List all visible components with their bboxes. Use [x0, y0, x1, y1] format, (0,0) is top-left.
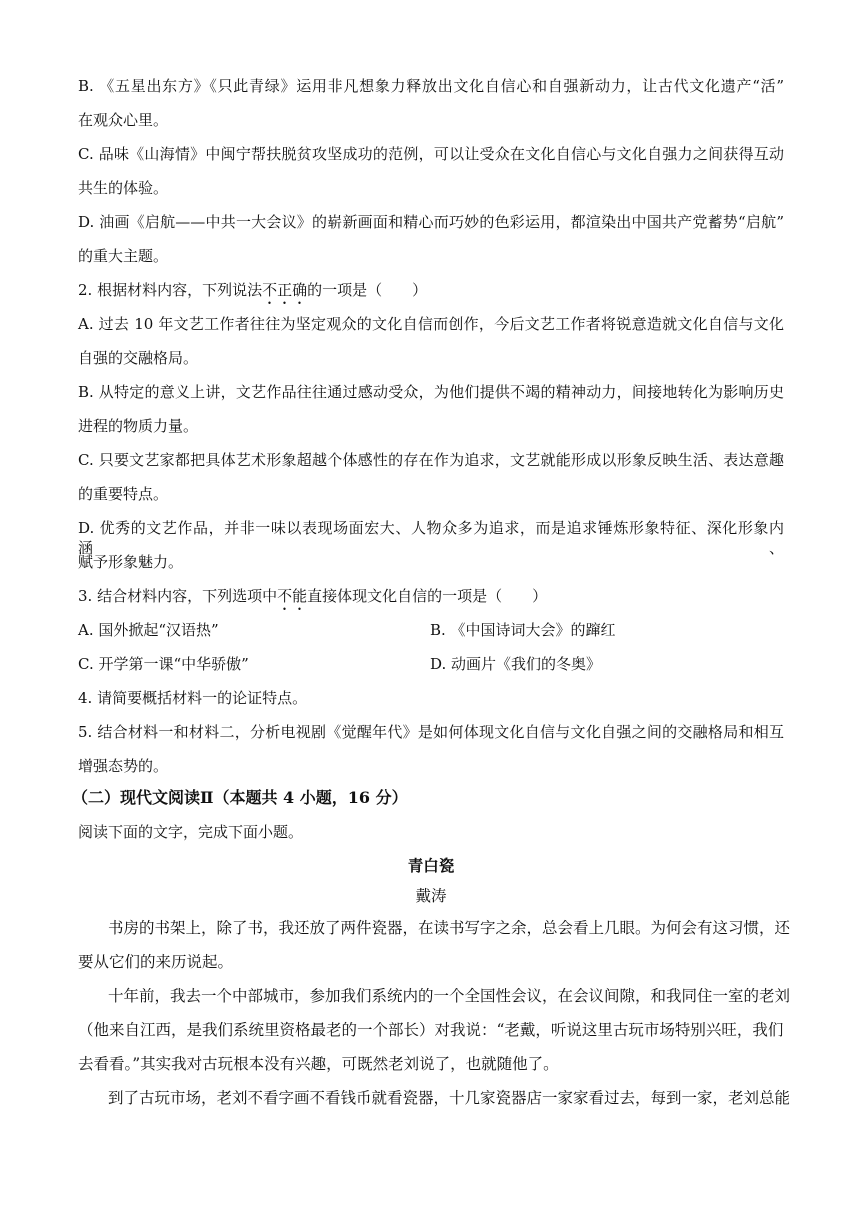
q3-option-c: C. 开学第一课“中华骄傲” — [78, 655, 249, 673]
q2-option-a-line2: 自强的交融格局。 — [78, 349, 199, 367]
q2-option-d-line1: D. 优秀的文艺作品，并非一味以表现场面宏大、人物众多为追求，而是追求锤炼形象特征、深化形象内涵、 — [78, 519, 784, 557]
q2-option-b-line2: 进程的物质力量。 — [78, 417, 199, 435]
q1-option-b-line1: B. 《五星出东方》《只此青绿》运用非凡想象力释放出文化自信心和自强新动力，让古代文化遗产“活” — [78, 77, 784, 95]
q3-option-b: B. 《中国诗词大会》的蹿红 — [430, 621, 616, 639]
q3-stem — [78, 586, 784, 614]
article-p2-line3: 去看看。”其实我对古玩根本没有兴趣，可既然老刘说了，也就随他了。 — [78, 1055, 559, 1073]
article-author: 戴涛 — [415, 887, 447, 905]
q2-option-c-line1: C. 只要文艺家都把具体艺术形象超越个体感性的存在作为追求，文艺就能形成以形象反映生活、表达意趣 — [78, 451, 784, 469]
q3-option-a: A. 国外掀起“汉语热” — [78, 621, 219, 639]
q2-stem — [78, 280, 784, 308]
article-p3-line1: 到了古玩市场，老刘不看字画不看钱币就看瓷器，十几家瓷器店一家家看过去，每到一家，老刘总能 — [108, 1089, 791, 1107]
section-heading: （二）现代文阅读Ⅱ（本题共 4 小题，16 分） — [72, 788, 408, 807]
q2-option-d-line2: 赋予形象魅力。 — [78, 553, 184, 571]
q1-option-c-line2: 共生的体验。 — [78, 179, 169, 197]
article-p1-line1: 书房的书架上，除了书，我还放了两件瓷器，在读书写字之余，总会看上几眼。为何会有这习惯，还 — [108, 919, 791, 937]
q5-stem-line2: 增强态势的。 — [78, 757, 169, 775]
q2-option-b-line1: B. 从特定的意义上讲，文艺作品往往通过感动受众，为他们提供不竭的精神动力，间接地转化为影响历史 — [78, 383, 784, 401]
article-p2-line1: 十年前，我去一个中部城市，参加我们系统内的一个全国性会议，在会议间隙，和我同住一室的老刘 — [108, 987, 791, 1005]
q5-stem-line1: 5. 结合材料一和材料二，分析电视剧《觉醒年代》是如何体现文化自信与文化自强之间的交融格局和相互 — [78, 723, 784, 741]
q2-stem-pre: 2. 根据材料内容，下列说法 — [78, 281, 263, 299]
q4-stem: 4. 请简要概括材料一的论证特点。 — [78, 689, 308, 707]
q1-option-d-line2: 的重大主题。 — [78, 247, 169, 265]
q1-option-c-line1: C. 品味《山海情》中闽宁帮扶脱贫攻坚成功的范例，可以让受众在文化自信心与文化自强力之间获得互动 — [78, 145, 784, 163]
q3-stem-pre: 3. 结合材料内容，下列选项中 — [78, 587, 278, 605]
q3-option-d: D. 动画片《我们的冬奥》 — [430, 655, 602, 673]
article-p1-line2: 要从它们的来历说起。 — [78, 953, 234, 971]
q2-stem-post: 的一项是（ ） — [307, 281, 428, 299]
q1-option-d-line1: D. 油画《启航——中共一大会议》的崭新画面和精心而巧妙的色彩运用，都渲染出中国共产党蓄势“启航” — [78, 213, 784, 231]
q3-stem-emphasis: 不能 — [277, 587, 308, 605]
q2-option-c-line2: 的重要特点。 — [78, 485, 169, 503]
q2-stem-emphasis: 不正确 — [262, 281, 308, 299]
article-title: 青白瓷 — [407, 856, 455, 875]
q1-option-b-line2: 在观众心里。 — [78, 111, 169, 129]
q2-option-a-line1: A. 过去 10 年文艺工作者往往为坚定观众的文化自信而创作，今后文艺工作者将锐意造就文化自信与文化 — [78, 315, 784, 333]
section-instruction: 阅读下面的文字，完成下面小题。 — [78, 823, 304, 841]
q3-stem-post: 直接体现文化自信的一项是（ ） — [307, 587, 548, 605]
article-p2-line2: （他来自江西，是我们系统里资格最老的一个部长）对我说：“老戴，听说这里古玩市场特别兴旺，我们 — [78, 1021, 784, 1039]
